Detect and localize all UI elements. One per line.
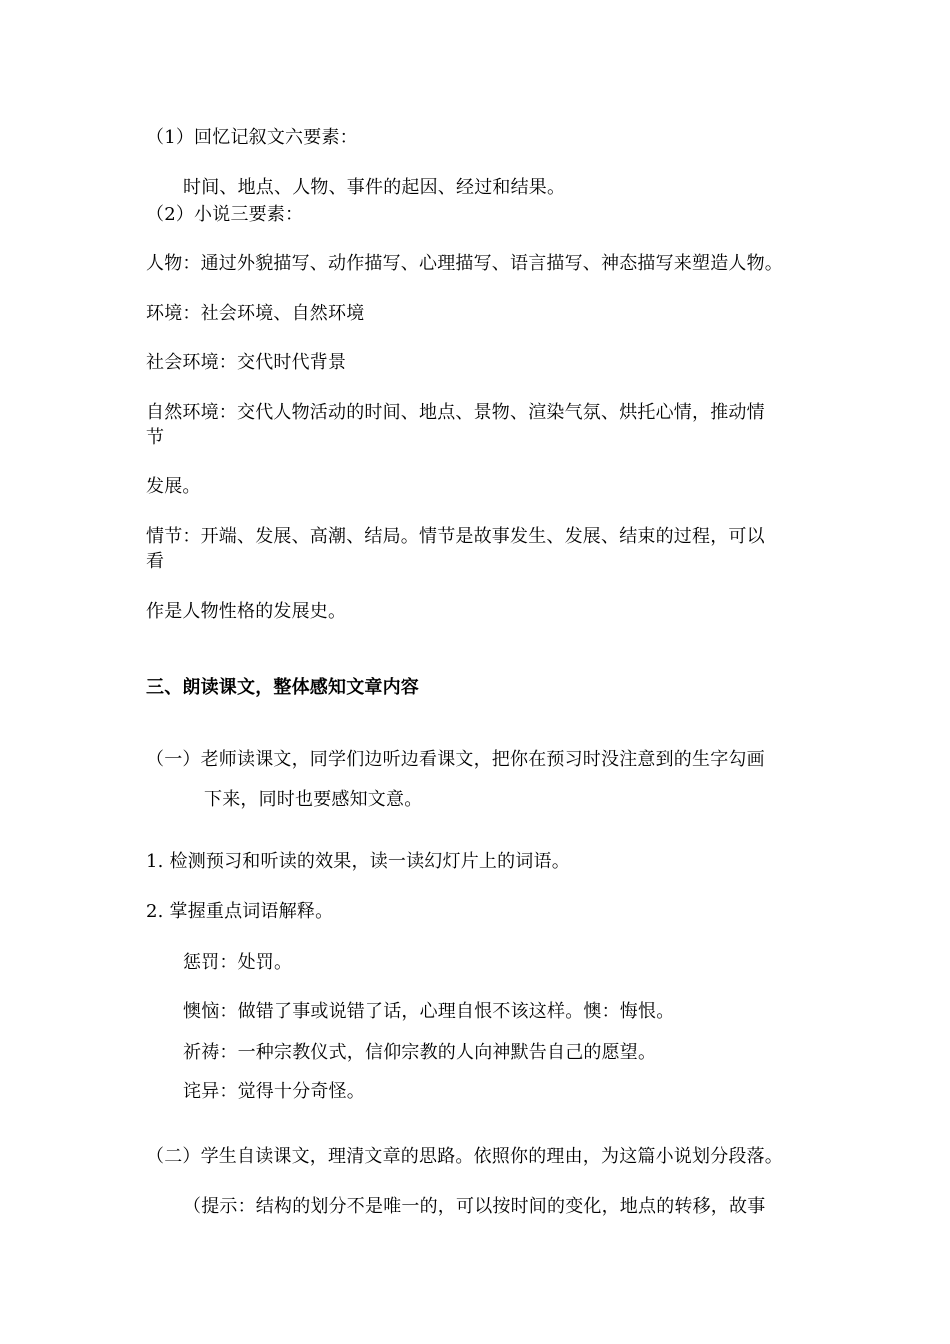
text-line-six-elements: 时间、地点、人物、事件的起因、经过和结果。 <box>183 177 566 198</box>
text-line-requirements-recall: （1）回忆记叙文六要素： <box>146 127 358 148</box>
definition-punishment: 惩罚：处罚。 <box>183 952 293 973</box>
text-line-novel-three-elements: （2）小说三要素： <box>146 204 304 225</box>
text-line-social-environment: 社会环境：交代时代背景 <box>146 352 347 373</box>
text-line-student-reading: （二）学生自读课文，理清文章的思路。依照你的理由，为这篇小说划分段落。 <box>146 1146 783 1167</box>
text-line-check-preview: 1. 检测预习和听读的效果，读一读幻灯片上的词语。 <box>146 851 570 872</box>
section-heading-read-text: 三、朗读课文，整体感知文章内容 <box>146 677 419 698</box>
text-line-natural-environment: 自然环境：交代人物活动的时间、地点、景物、渲染气氛、烘托心情，推动情 <box>146 402 765 423</box>
text-line-natural-environment-wrap: 节 <box>146 427 165 448</box>
definition-annoyance: 懊恼：做错了事或说错了话，心理自恨不该这样。懊：悔恨。 <box>183 1001 675 1022</box>
text-line-environment: 环境：社会环境、自然环境 <box>146 303 365 324</box>
text-line-plot: 情节：开端、发展、高潮、结局。情节是故事发生、发展、结束的过程，可以 <box>146 526 765 547</box>
definition-surprise: 诧异：觉得十分奇怪。 <box>183 1081 365 1102</box>
text-line-key-words: 2. 掌握重点词语解释。 <box>146 901 334 922</box>
text-line-plot-wrap: 看 <box>146 551 165 572</box>
text-line-character-history: 作是人物性格的发展史。 <box>146 601 347 622</box>
text-line-character: 人物：通过外貌描写、动作描写、心理描写、语言描写、神态描写来塑造人物。 <box>146 253 783 274</box>
text-line-teacher-reading-wrap: 下来，同时也要感知文意。 <box>204 789 423 810</box>
text-line-development: 发展。 <box>146 476 201 497</box>
text-line-teacher-reading: （一）老师读课文，同学们边听边看课文，把你在预习时没注意到的生字勾画 <box>146 749 765 770</box>
definition-prayer: 祈祷：一种宗教仪式，信仰宗教的人向神默告自己的愿望。 <box>183 1042 657 1063</box>
text-line-hint: （提示：结构的划分不是唯一的，可以按时间的变化，地点的转移，故事 <box>183 1196 766 1217</box>
